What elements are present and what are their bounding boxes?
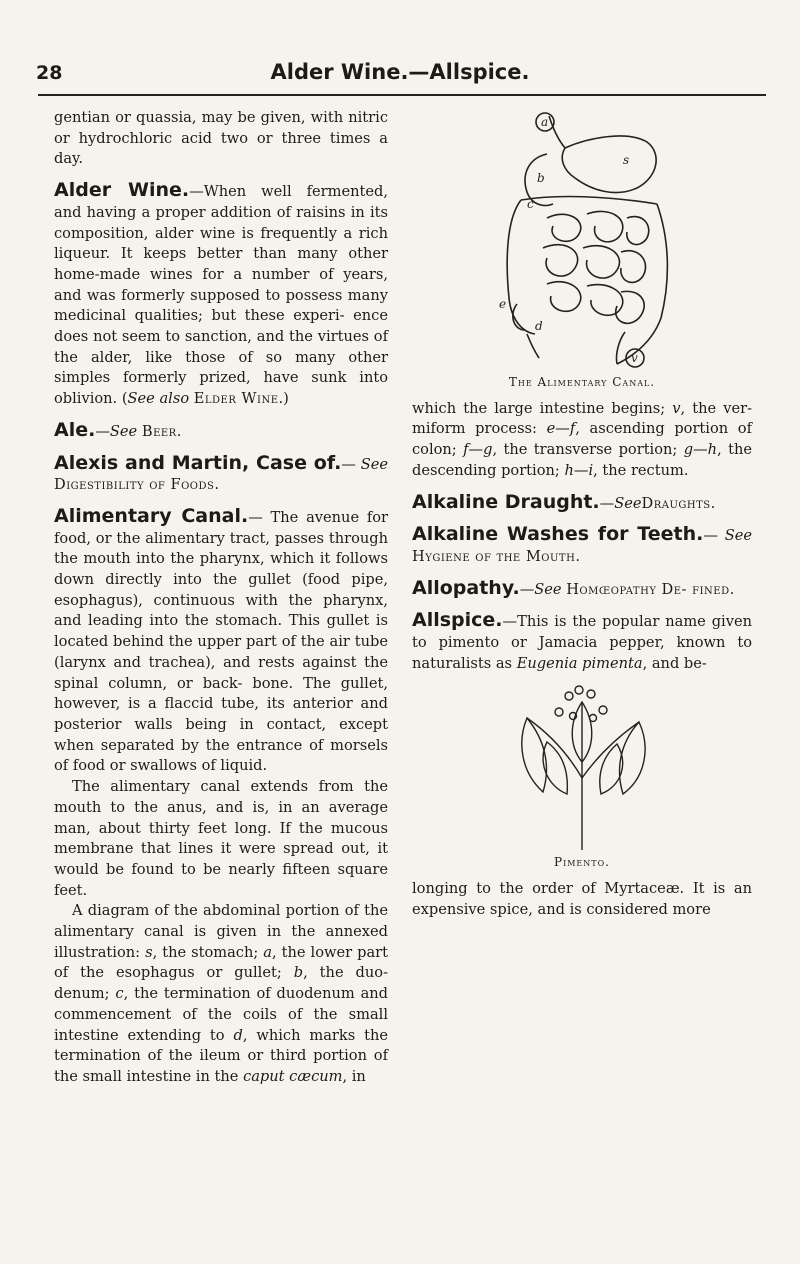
coil-8 (587, 285, 623, 316)
entry-allopathy (412, 578, 752, 601)
pimento-berry-7 (590, 715, 597, 722)
alder-see-also: See also (127, 390, 190, 408)
p3-text-g: , in (342, 1067, 366, 1085)
cont-text-d: , the transverse portion; (492, 441, 684, 459)
allspice-latin-name: Eugenia pimenta (516, 654, 643, 672)
pimento-berry-5 (599, 706, 607, 714)
cont-text-a: which the large intestine begins; (412, 399, 673, 417)
figure-caption-pimento: Pimento. (554, 855, 610, 870)
p3-text-e: , the termination of duodenum and commencement of the coils of the small intestine extending to (54, 985, 389, 1044)
transverse-colon-path (521, 197, 657, 204)
fig-label-e: e (499, 297, 507, 311)
p3-label-c: c (115, 985, 124, 1003)
p3-text-a: A diagram of the abdominal portion of the alimentary canal is given in the annexed illustration: (54, 902, 388, 961)
ale-cross-ref[interactable]: Beer. (141, 422, 182, 440)
appendix-path (527, 334, 539, 358)
p3-label-a: a (263, 943, 272, 961)
entry-allspice (412, 610, 752, 674)
headword-allspice: Allspice. (412, 609, 503, 632)
alimentary-paragraph-3 (54, 901, 388, 1087)
alexis-cross-ref[interactable]: Digestibility of Foods. (54, 476, 220, 494)
entry-alexis-martin (54, 453, 388, 496)
fig-label-b: b (537, 171, 545, 185)
coil-1 (547, 214, 581, 241)
alimentary-paragraph-2: The alimentary canal extends from the mouth to the anus, and is, in an average man, about thirty feet long. If the mucous membrane that lines it were spread out, it would be found to be nearly fifteen square feet. (54, 778, 388, 899)
fig-label-a: a (541, 115, 549, 129)
fig-label-c: c (527, 197, 534, 211)
headword-allopathy: Allopathy. (412, 576, 520, 599)
cont-label-ef: e—f (546, 420, 576, 438)
pimento-leaf-2 (620, 722, 646, 794)
p3-label-d: d (233, 1026, 243, 1044)
coil-9 (616, 291, 644, 323)
alk-cross-ref[interactable]: Draughts. (641, 494, 716, 512)
headword-alexis-martin: Alexis and Martin, Case of. (54, 451, 342, 474)
coil-5 (583, 246, 619, 278)
cont-text-e: , the descending portion; (412, 441, 752, 479)
entry-alder-wine (54, 180, 388, 410)
pimento-berry-4 (555, 708, 563, 716)
coil-4 (543, 245, 578, 276)
allspice-continued: longing to the order of Myrtaceæ. It is an expensive spice, and is considered more (412, 880, 752, 918)
pimento-berry-3 (587, 690, 595, 698)
coil-7 (547, 282, 581, 312)
page-header (36, 56, 764, 96)
header-rule (38, 94, 766, 96)
alexis-dash: — (341, 455, 356, 473)
alexis-see: See (360, 455, 389, 473)
esophagus-path (549, 116, 565, 148)
figure-alimentary-canal (412, 108, 752, 393)
coil-6 (621, 251, 646, 283)
page-number: 28 (36, 62, 63, 84)
running-title: Alder Wine.—Allspice. (270, 60, 530, 84)
allo-dash: — (519, 580, 535, 598)
cont-label-fg: f—g (463, 441, 493, 459)
rectum-path (616, 332, 625, 364)
p3-label-s: s (145, 943, 153, 961)
canal-continued-paragraph (412, 399, 752, 482)
headword-ale: Ale. (54, 418, 96, 441)
p3-label-b: b (293, 964, 304, 982)
headword-alder-wine: Alder Wine. (54, 179, 190, 202)
fig-label-d: d (535, 319, 543, 333)
alder-end: .) (278, 390, 289, 408)
cont-label-gh: g—h (683, 441, 718, 459)
alimentary-canal-illustration (487, 108, 677, 370)
p3-text-b: , the stomach; (152, 943, 264, 961)
entry-ale (54, 420, 388, 443)
alder-cross-ref[interactable]: Elder Wine (193, 390, 279, 408)
fig-label-v: v (631, 351, 638, 365)
cont-label-hi: h—i (564, 461, 594, 479)
pimento-illustration (507, 682, 657, 850)
cont-text-f: , the rectum. (593, 461, 689, 479)
p3-text-c: , the lower part of the esophagus or gullet; (54, 943, 388, 982)
figure-pimento (412, 682, 752, 873)
wash-see: See (724, 527, 752, 545)
coil-3 (627, 217, 649, 245)
fig-label-s: s (623, 153, 630, 167)
p3-text-d: , the duo- denum; (54, 964, 388, 1003)
p3-text-f: , which marks the termination of the ileum or third portion of the small intestine in the (54, 1026, 388, 1085)
wash-dash: — (703, 527, 718, 545)
alk-dash: — (599, 494, 615, 512)
right-column (412, 108, 752, 1258)
cont-text-c: , ascending portion of colon; (412, 420, 752, 459)
headword-alkaline-washes: Alkaline Washes for Teeth. (412, 523, 704, 546)
cont-label-v: v (672, 399, 681, 417)
ale-dash: — (95, 422, 110, 440)
descending-colon-path (617, 204, 667, 364)
headword-alkaline-draught: Alkaline Draught. (412, 490, 600, 513)
entry-alkaline-washes (412, 524, 752, 567)
allspice-text-a: —This is the popular name given to pimento or Jamacia pepper, known to naturalists as (412, 613, 752, 672)
coil-2 (587, 211, 623, 241)
left-column (54, 108, 388, 1258)
stomach-path (562, 136, 656, 193)
allo-cross-ref[interactable]: Homœopathy De- fined. (566, 580, 735, 598)
p3-caput-caecum: caput cæcum (243, 1067, 343, 1085)
alk-see: See (614, 494, 642, 512)
entry-alimentary-canal (54, 506, 388, 777)
figure-caption-alimentary: The Alimentary Canal. (508, 375, 656, 389)
headword-alimentary-canal: Alimentary Canal. (54, 504, 249, 527)
ale-see: See (109, 422, 138, 440)
cont-text-b: , the ver- miform process: (412, 399, 752, 438)
wash-cross-ref[interactable]: Hygiene of the Mouth. (412, 547, 581, 565)
allo-see: See (534, 580, 562, 598)
ascending-colon-path (507, 200, 535, 334)
alder-wine-body: —When well fermented, and having a proper addition of raisins in its composition, alder wine is frequently a rich liqueur. It keeps better than many other home-made wines for a number of years, and was formerly supposed to possess many medicinal qualities; but these experi- ence does not seem to sanction, and the virtues of the alder, like those of so many other simples formerly prized, have sunk into oblivion. ( (54, 183, 389, 408)
gentian-paragraph: gentian or quassia, may be given, with nitric or hydrochloric acid two or three times a day. (54, 109, 388, 168)
pimento-berry-1 (565, 692, 573, 700)
allspice-text-b: , and be- (642, 654, 707, 672)
pimento-berry-2 (575, 686, 583, 694)
alimentary-body: — The avenue for food, or the alimentary tract, passes through the mouth into the pharynx, which it follows down directly into the gullet (food pipe, esophagus), continuous with the pharynx, and leading into the stomach. This gullet is located behind the upper part of the air tube (larynx and trachea), and rests against the spinal column, or back- bone. The gullet, however, is a flaccid tube, its anterior and posterior walls being in contact, except when separated by the entrance of morsels of food or swallows of liquid. (54, 508, 388, 775)
entry-alkaline-draught (412, 492, 752, 515)
